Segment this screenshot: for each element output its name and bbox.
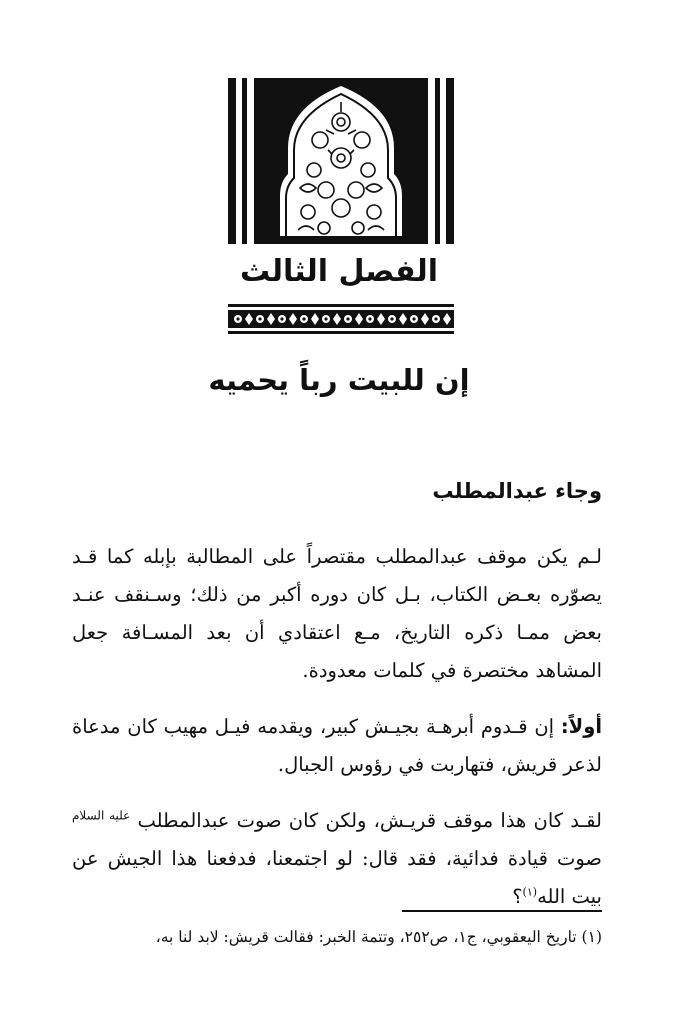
paragraph-2-body: إن قـدوم أبرهـة بجيـش كبير، ويقدمه فيـل مهيب كان مدعاة لذعر قريش، فتهاربت في رؤوس الجبال.: [72, 714, 602, 776]
footnote-1: (١) تاريخ اليعقوبي، ج١، ص٢٥٢، وتتمة الخبر: فقالت قريش: لابد لنا به،: [155, 928, 602, 946]
paragraph-3: [72, 802, 602, 916]
paragraph-2: [72, 708, 602, 784]
paragraph-1: لـم يكن موقف عبدالمطلب مقتصراً على المطالبة بإبله كما قـد يصوّره بعـض الكتاب، بـل كان دوره أكبر من ذلك؛ وسـنقف عنـد بعض ممـا ذكره التاريخ، مـع اعتقادي أن بعد المسـافة جعل المشاهد مختصرة في كلمات معدودة.: [72, 544, 602, 682]
paragraph-3-part1: لقـد كان هذا موقف قريـش، ولكن كان صوت عبدالمطلب: [130, 808, 602, 832]
footnote-separator: [402, 910, 602, 912]
footnote-marker[interactable]: (١): [522, 885, 538, 898]
ornamental-divider-icon: [228, 304, 454, 334]
chapter-title: إن للبيت رباً يحميه: [208, 363, 470, 397]
arch-ornament-icon: [228, 78, 454, 244]
honorific-symbol: عليه السلام: [72, 808, 131, 822]
paragraph-2-lead: أولاً:: [560, 714, 602, 738]
paragraph-3-part2: صوت قيادة فدائية، فقد قال: لو اجتمعنا، فدفعنا هذا الجيش عن بيت الله: [72, 846, 602, 908]
chapter-label: الفصل الثالث: [239, 254, 438, 289]
section-heading: وجاء عبدالمطلب: [432, 479, 602, 503]
paragraph-3-end: ؟: [512, 884, 523, 908]
